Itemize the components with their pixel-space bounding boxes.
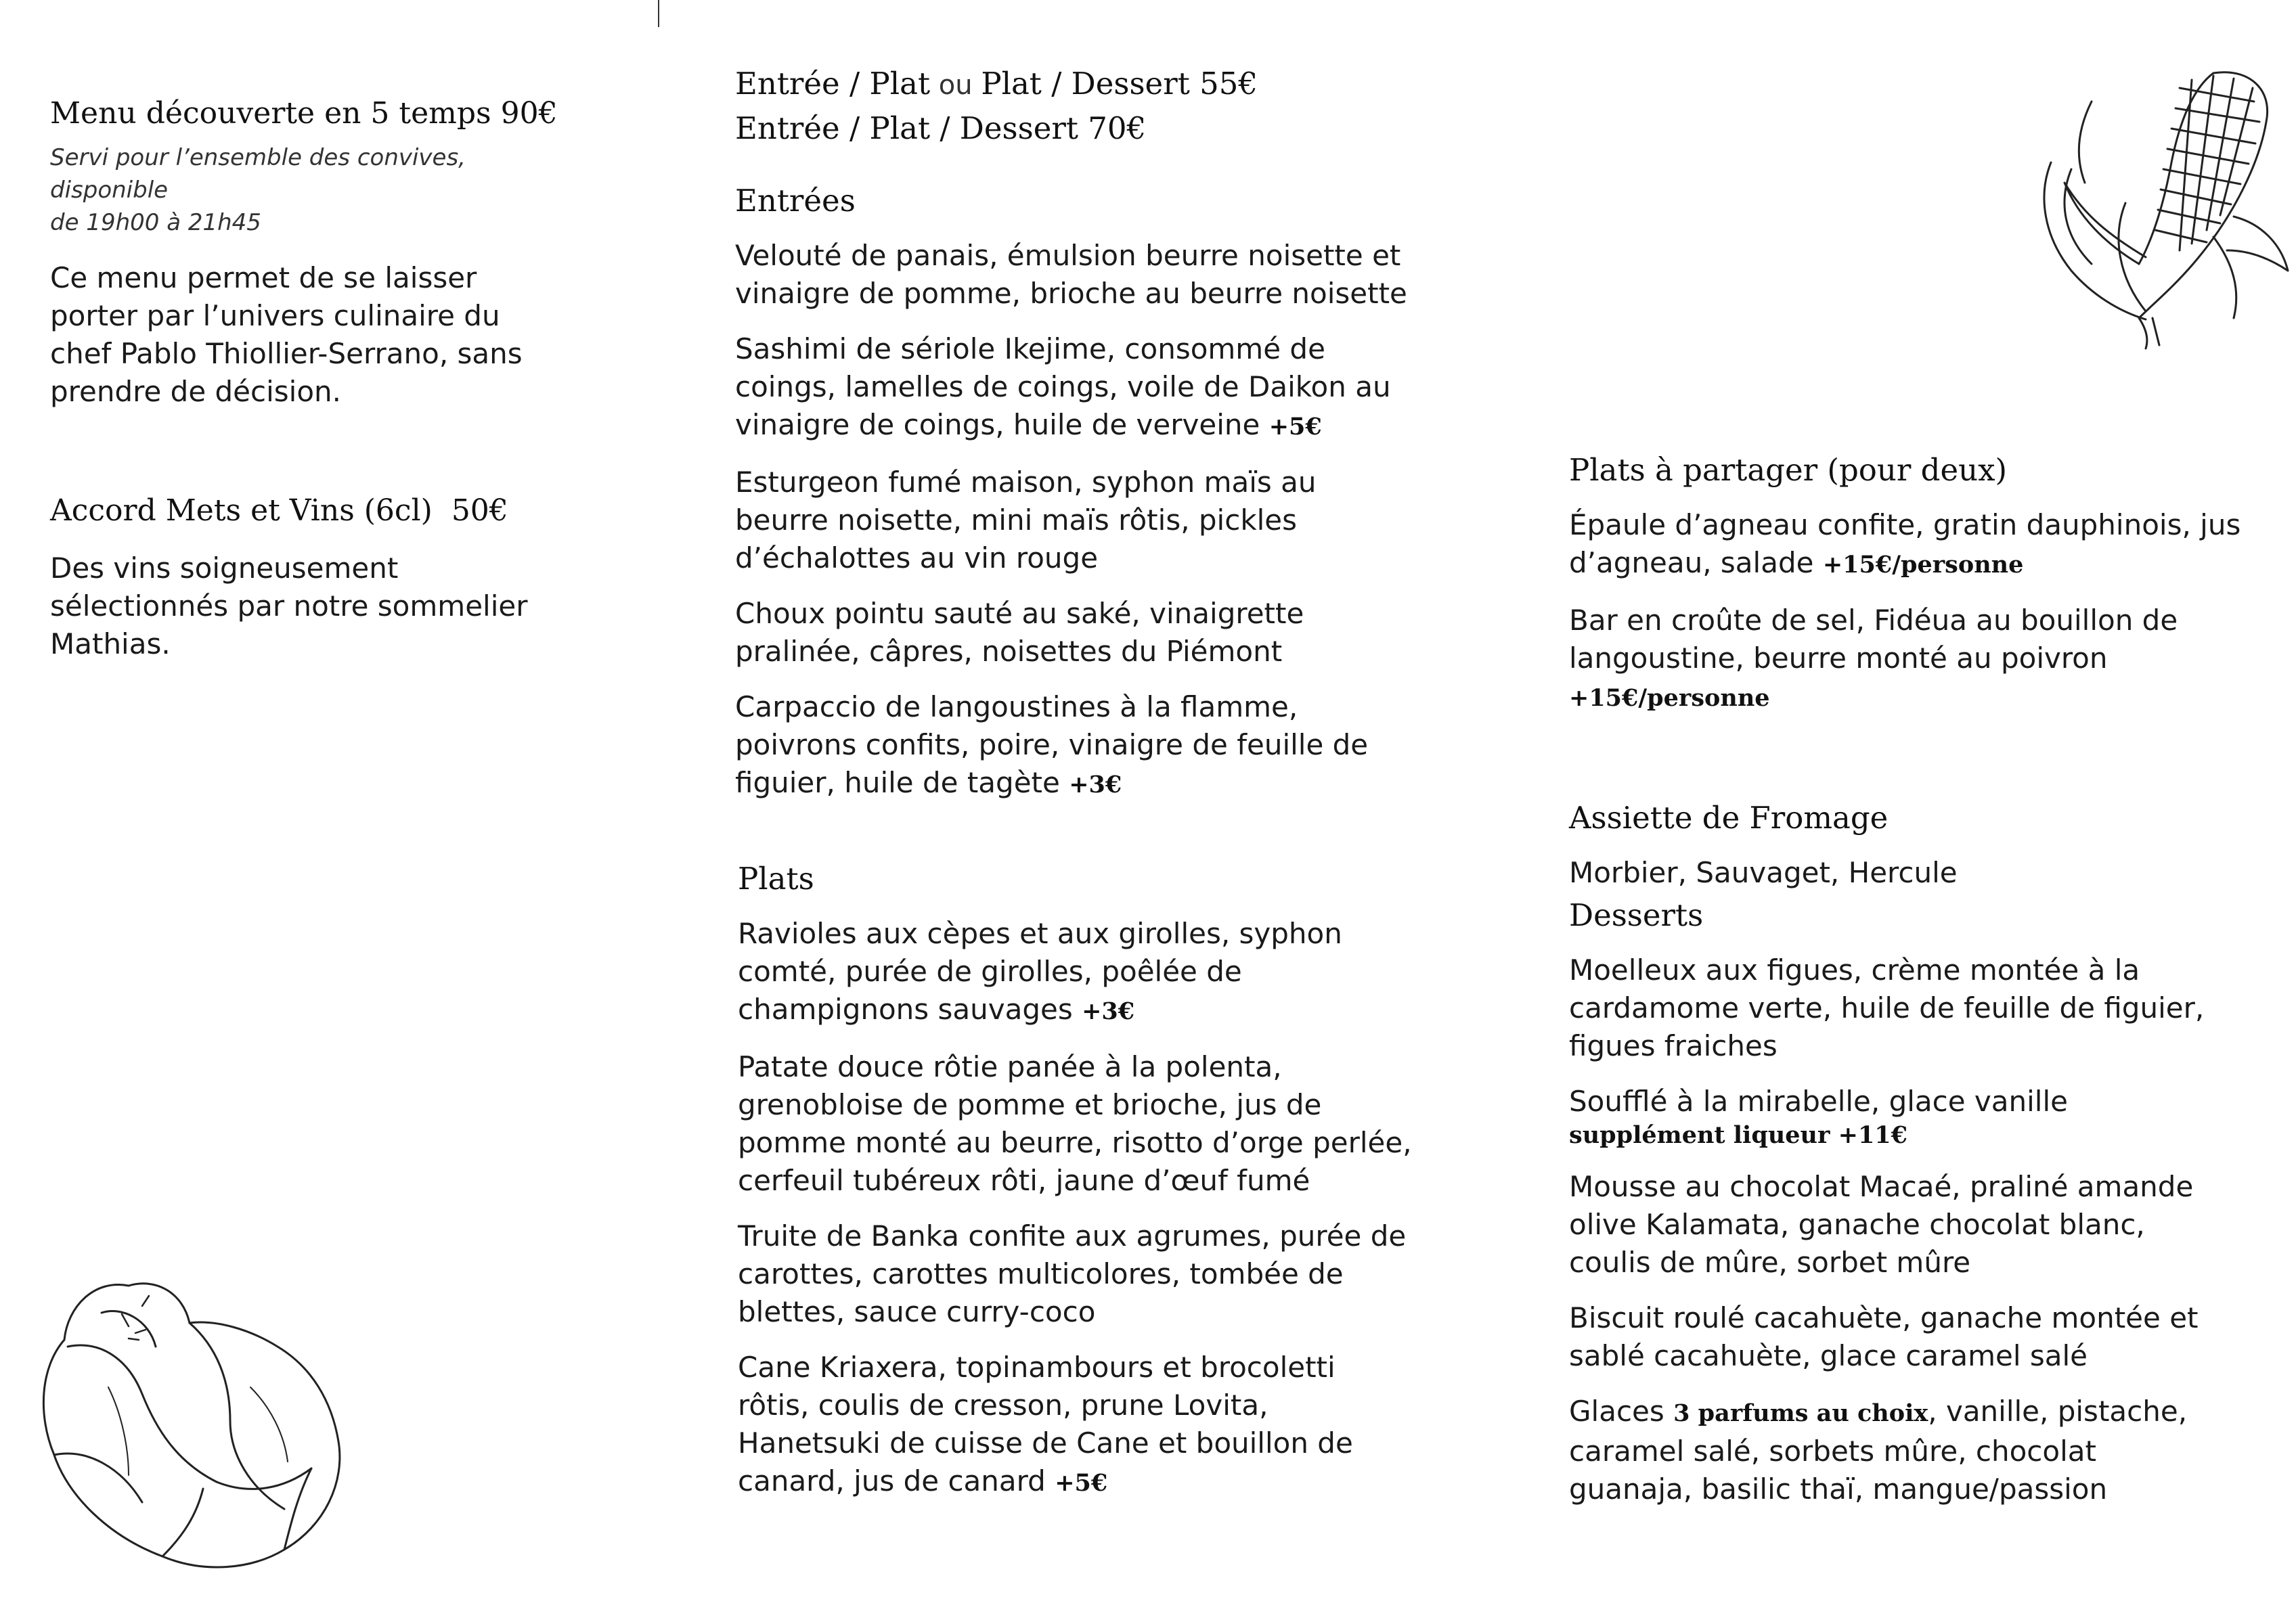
dessert-item-4 — [1569, 1299, 2219, 1375]
formula-entree-plat: Entrée / Plat — [735, 66, 931, 102]
entree-item-4 — [735, 595, 1412, 671]
dessert-item-5 — [1569, 1393, 2219, 1508]
plat-item-4 — [738, 1349, 1415, 1502]
fromage-title: Assiette de Fromage — [1569, 800, 1889, 836]
plat-item-4-supplement: +5€ — [1055, 1469, 1108, 1497]
dessert-item-2-text: Soufflé à la mirabelle, glace vanille — [1569, 1085, 2068, 1118]
formula-line-1 — [735, 62, 1453, 107]
plat-item-2 — [738, 1048, 1415, 1200]
entrees-title: Entrées — [735, 183, 856, 219]
partager-item-2 — [1569, 602, 2293, 717]
middle-column — [735, 62, 1453, 1520]
plat-item-1-text: Ravioles aux cèpes et aux girolles, syphon comté, purée de girolles, poêlée de champignons sauvages — [738, 917, 1342, 1026]
entree-item-5-text: Carpaccio de langoustines à la flamme, poivrons confits, poire, vinaigre de feuille de figuier, huile de tagète — [735, 690, 1369, 799]
partager-title: Plats à partager (pour deux) — [1569, 452, 2008, 488]
pepper-illustration — [27, 1265, 352, 1583]
dessert-item-5-bold: 3 parfums au choix — [1673, 1399, 1928, 1427]
entree-item-2-text: Sashimi de sériole Ikejime, consommé de coings, lamelles de coings, voile de Daikon au vinaigre de coings, huile de verveine — [735, 332, 1391, 441]
dessert-item-2-supplement: supplément liqueur +11€ — [1569, 1121, 1907, 1149]
formula-line-2: Entrée / Plat / Dessert 70€ — [735, 110, 1147, 146]
partager-item-1-supplement: +15€/personne — [1822, 551, 2024, 579]
partager-item-1 — [1569, 506, 2293, 584]
discovery-menu-description: Ce menu permet de se laisser porter par l’univers culinaire du chef Pablo Thiollier-Serrano, sans prendre de décision. — [50, 261, 523, 408]
plat-item-2-text: Patate douce rôtie panée à la polenta, grenobloise de pomme et brioche, jus de pomme monté au beurre, risotto d’orge perlée, cerfeuil tubéreux rôti, jaune d’œuf fumé — [738, 1050, 1412, 1197]
partager-item-1-text: Épaule d’agneau confite, gratin dauphinois, jus d’agneau, salade — [1569, 508, 2241, 579]
plat-item-4-text: Cane Kriaxera, topinambours et brocoletti rôtis, coulis de cresson, prune Lovita, Hanetsuki de cuisse de Cane et bouillon de canard, jus de canard — [738, 1351, 1353, 1497]
subtitle-line-1: Servi pour l’ensemble des convives, disponible — [50, 144, 466, 204]
partager-list — [1569, 506, 2287, 717]
fold-mark — [658, 0, 659, 27]
entree-item-1 — [735, 237, 1412, 313]
desserts-list — [1569, 951, 2287, 1508]
left-column — [50, 95, 578, 663]
formula-ou: ou — [930, 70, 981, 101]
entree-item-1-text: Velouté de panais, émulsion beurre noisette et vinaigre de pomme, brioche au beurre noisette — [735, 239, 1407, 310]
entree-item-2 — [735, 330, 1412, 446]
wine-pairing-description: Des vins soigneusement sélectionnés par notre sommelier Mathias. — [50, 551, 528, 660]
wine-pairing-label: Accord Mets et Vins (6cl) — [50, 493, 433, 528]
plats-title: Plats — [738, 861, 814, 897]
plats-list — [738, 915, 1453, 1502]
entree-item-4-text: Choux pointu sauté au saké, vinaigrette pralinée, câpres, noisettes du Piémont — [735, 597, 1304, 668]
right-column — [1569, 452, 2287, 1526]
discovery-menu-title: Menu découverte en 5 temps 90€ — [50, 96, 558, 131]
dessert-item-1-text: Moelleux aux figues, crème montée à la cardamome verte, huile de feuille de figuier, figues fraiches — [1569, 953, 2205, 1062]
plat-item-1-supplement: +3€ — [1082, 997, 1135, 1025]
partager-item-2-supplement: +15€/personne — [1569, 684, 1770, 712]
entree-item-5-supplement: +3€ — [1069, 771, 1122, 798]
plat-item-3-text: Truite de Banka confite aux agrumes, purée de carottes, carottes multicolores, tombée de blettes, sauce curry-coco — [738, 1219, 1407, 1328]
dessert-item-3 — [1569, 1168, 2219, 1282]
plat-item-1 — [738, 915, 1415, 1031]
wine-pairing-price: 50€ — [451, 493, 508, 528]
discovery-menu-subtitle — [50, 141, 578, 239]
dessert-item-1 — [1569, 951, 2219, 1065]
fromage-text: Morbier, Sauvaget, Hercule — [1569, 856, 1958, 889]
dessert-item-5-rest: , vanille, pistache, caramel salé, sorbets mûre, chocolat guanaja, basilic thaï, mangue/passion — [1569, 1395, 2188, 1506]
dessert-item-4-text: Biscuit roulé cacahuète, ganache montée et sablé cacahuète, glace caramel salé — [1569, 1301, 2199, 1372]
partager-item-2-text: Bar en croûte de sel, Fidéua au bouillon de langoustine, beurre monté au poivron — [1569, 604, 2178, 675]
dessert-item-2 — [1569, 1083, 2219, 1150]
entree-item-3 — [735, 464, 1412, 577]
corn-illustration — [2010, 61, 2295, 352]
dessert-item-3-text: Mousse au chocolat Macaé, praliné amande olive Kalamata, ganache chocolat blanc, coulis de mûre, sorbet mûre — [1569, 1170, 2194, 1279]
entree-item-5 — [735, 688, 1412, 804]
plat-item-3 — [738, 1217, 1415, 1331]
formula-plat-dessert: Plat / Dessert 55€ — [981, 66, 1258, 102]
wine-pairing-title — [50, 493, 578, 529]
entree-item-2-supplement: +5€ — [1268, 413, 1322, 441]
subtitle-line-2: de 19h00 à 21h45 — [50, 209, 261, 236]
entrees-list — [735, 237, 1453, 804]
desserts-title: Desserts — [1569, 897, 1704, 933]
dessert-item-5-prefix: Glaces — [1569, 1395, 1664, 1428]
entree-item-3-text: Esturgeon fumé maison, syphon maïs au beurre noisette, mini maïs rôtis, pickles d’échalottes au vin rouge — [735, 466, 1317, 575]
